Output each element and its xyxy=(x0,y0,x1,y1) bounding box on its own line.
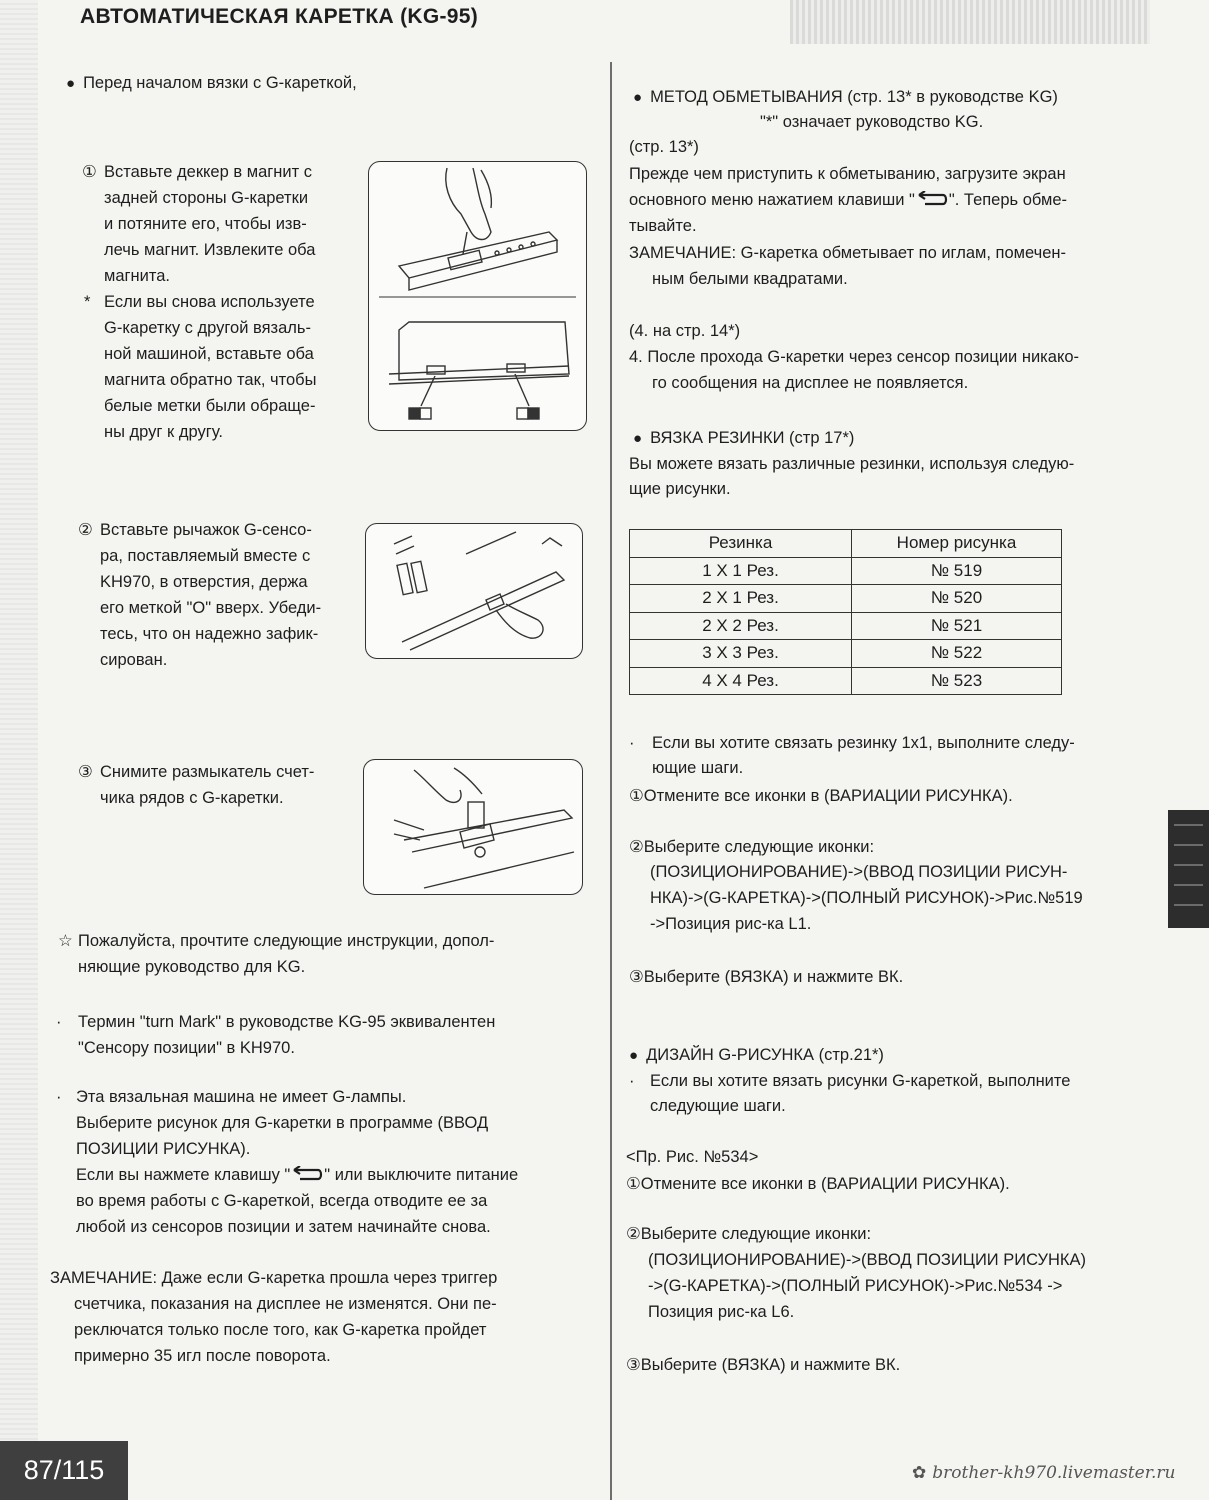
design-step2: ->(G-КАРЕТКА)->(ПОЛНЫЙ РИСУНОК)->Рис.№534 -> xyxy=(648,1277,1063,1295)
remark-line: реключатся только после того, как G-каретка пройдет xyxy=(74,1321,487,1339)
step1-note-star: * xyxy=(84,293,91,311)
key-line: любой из сенсоров позиции и затем начинайте снова. xyxy=(76,1218,491,1236)
table-cell: № 519 xyxy=(852,557,1062,585)
method-line-before: основного меню нажатием клавиши " xyxy=(629,191,915,209)
method-line-after: ". Теперь обме- xyxy=(948,191,1067,209)
design-if-line: следующие шаги. xyxy=(650,1097,786,1115)
step2-line: его меткой "О" вверх. Убеди- xyxy=(100,599,322,617)
star-icon: ☆ xyxy=(58,932,73,950)
page-counter: 87/115 xyxy=(0,1441,128,1500)
method-line: тывайте. xyxy=(629,217,697,235)
step1-note-line: магнита обратно так, чтобы xyxy=(104,371,317,389)
step1-line: задней стороны G-каретки xyxy=(104,189,309,207)
step2-line: Вставьте рычажок G-сенсо- xyxy=(100,521,312,539)
rib-step1: ①Отмените все иконки в (ВАРИАЦИИ РИСУНКА). xyxy=(629,787,1013,805)
step3-line: Снимите размыкатель счет- xyxy=(100,763,315,781)
figure-row-counter-release xyxy=(363,759,583,895)
step1-note-line: G-каретку с другой вязаль- xyxy=(104,319,311,337)
table-cell: № 520 xyxy=(852,585,1062,613)
rib-heading: ● ВЯЗКА РЕЗИНКИ (стр 17*) xyxy=(633,425,854,452)
design-if-line: Если вы хотите вязать рисунки G-кареткой, выполните xyxy=(650,1072,1071,1090)
dot-marker: · xyxy=(56,1013,62,1031)
rib-step2: ②Выберите следующие иконки: xyxy=(629,838,875,856)
design-step2: (ПОЗИЦИОНИРОВАНИЕ)->(ВВОД ПОЗИЦИИ РИСУНКА) xyxy=(648,1251,1086,1269)
step3-line: чика рядов с G-каретки. xyxy=(100,789,284,807)
rib-intro: Вы можете вязать различные резинки, используя следую- xyxy=(629,455,1075,473)
dot-marker: · xyxy=(629,1072,635,1090)
step1-line: лечь магнит. Извлеките оба xyxy=(104,241,316,259)
table-row xyxy=(630,640,1062,668)
flower-icon: ✿ xyxy=(912,1463,927,1483)
key-line-before: Если вы нажмете клавишу " xyxy=(76,1166,291,1184)
remark-line: примерно 35 игл после поворота. xyxy=(74,1347,331,1365)
table-header-row xyxy=(630,530,1062,558)
step1-line: магнита. xyxy=(104,267,170,285)
term-line: Термин "turn Mark" в руководстве KG-95 эквивалентен xyxy=(78,1013,496,1031)
dot-marker: · xyxy=(56,1088,62,1106)
rib-if-line: Если вы хотите связать резинку 1x1, выполните следу- xyxy=(652,734,1075,752)
rib-step2: НКА)->(G-КАРЕТКА)->(ПОЛНЫЙ РИСУНОК)->Рис.№519 xyxy=(650,889,1083,907)
table-cell: № 523 xyxy=(852,667,1062,695)
table-cell: 2 X 2 Рез. xyxy=(630,612,852,640)
return-arrow-icon xyxy=(915,191,949,207)
rib-intro: щие рисунки. xyxy=(629,480,731,498)
table-cell: 2 X 1 Рез. xyxy=(630,585,852,613)
design-step2: Позиция рис-ка L6. xyxy=(648,1303,795,1321)
rib-step3: ③Выберите (ВЯЗКА) и нажмите ВК. xyxy=(629,968,904,986)
method-sub: "*" означает руководство KG. xyxy=(760,113,984,131)
intro-text: ● Перед началом вязки с G-кареткой, xyxy=(66,70,357,97)
design-heading: ● ДИЗАЙН G-РИСУНКА (стр.21*) xyxy=(629,1042,884,1069)
step1-number: ① xyxy=(82,163,97,181)
key-line xyxy=(76,1162,518,1188)
step1-line: Вставьте деккер в магнит с xyxy=(104,163,312,181)
step2-line: KH970, в отверстия, держа xyxy=(100,573,308,591)
step1-note-line: Если вы снова используете xyxy=(104,293,315,311)
step2-line: ра, поставляемый вместе с xyxy=(100,547,311,565)
key-line: во время работы с G-кареткой, всегда отводите ее за xyxy=(76,1192,488,1210)
watermark-text: brother-kh970.livemaster.ru xyxy=(932,1463,1176,1483)
remark-line: ЗАМЕЧАНИЕ: Даже если G-каретка прошла через триггер xyxy=(50,1269,498,1287)
design-step1: ①Отмените все иконки в (ВАРИАЦИИ РИСУНКА). xyxy=(626,1175,1010,1193)
return-arrow-icon xyxy=(290,1166,324,1182)
rib-step2: (ПОЗИЦИОНИРОВАНИЕ)->(ВВОД ПОЗИЦИИ РИСУН- xyxy=(650,863,1068,881)
table-row xyxy=(630,667,1062,695)
step2-number: ② xyxy=(78,521,93,539)
table-header: Резинка xyxy=(630,530,852,558)
step1-line: и потяните его, чтобы изв- xyxy=(104,215,307,233)
item4-line: 4. После прохода G-каретки через сенсор позиции никако- xyxy=(629,348,1080,366)
rib-step2: ->Позиция рис-ка L1. xyxy=(650,915,812,933)
design-step2: ②Выберите следующие иконки: xyxy=(626,1225,872,1243)
figure-sensor-lever xyxy=(365,523,583,659)
lamp-line: ПОЗИЦИИ РИСУНКА). xyxy=(76,1140,251,1158)
please-line: няющие руководство для KG. xyxy=(78,958,306,976)
watermark xyxy=(912,1463,1175,1483)
section-tab-marker xyxy=(1168,810,1209,928)
method-heading: ● МЕТОД ОБМЕТЫВАНИЯ (стр. 13* в руководстве KG) xyxy=(633,84,1058,111)
table-row xyxy=(630,557,1062,585)
dot-marker: · xyxy=(629,734,635,752)
lamp-line: Эта вязальная машина не имеет G-лампы. xyxy=(76,1088,407,1106)
table-cell: 4 X 4 Рез. xyxy=(630,667,852,695)
example-label: <Пр. Рис. №534> xyxy=(626,1148,759,1166)
column-divider xyxy=(610,62,612,1500)
please-line: Пожалуйста, прочтите следующие инструкции, допол- xyxy=(78,932,495,950)
page-ref: (4. на стр. 14*) xyxy=(629,322,741,340)
method-line: Прежде чем приступить к обметыванию, загрузите экран xyxy=(629,165,1066,183)
method-line xyxy=(629,187,1067,213)
page-ref: (стр. 13*) xyxy=(629,138,699,156)
step2-line: сирован. xyxy=(100,651,168,669)
method-remark: ным белыми квадратами. xyxy=(652,270,848,288)
table-row xyxy=(630,585,1062,613)
scan-edge xyxy=(0,0,38,1500)
table-cell: 1 X 1 Рез. xyxy=(630,557,852,585)
item4-line: го сообщения на дисплее не появляется. xyxy=(652,374,969,392)
remark-line: счетчика, показания на дисплее не изменятся. Они пе- xyxy=(74,1295,497,1313)
design-step3: ③Выберите (ВЯЗКА) и нажмите ВК. xyxy=(626,1356,901,1374)
step1-note-line: ной машиной, вставьте оба xyxy=(104,345,314,363)
step3-number: ③ xyxy=(78,763,93,781)
figure-magnet-removal xyxy=(368,161,587,431)
term-line: "Сенсору позиции" в KH970. xyxy=(78,1039,295,1057)
table-cell: 3 X 3 Рез. xyxy=(630,640,852,668)
scan-header-noise xyxy=(790,0,1150,44)
key-line-after: " или выключите питание xyxy=(324,1166,519,1184)
page-title: АВТОМАТИЧЕСКАЯ КАРЕТКА (KG-95) xyxy=(80,5,479,28)
method-remark: ЗАМЕЧАНИЕ: G-каретка обметывает по иглам, помечен- xyxy=(629,244,1066,262)
table-row xyxy=(630,612,1062,640)
table-cell: № 522 xyxy=(852,640,1062,668)
step1-note-line: белые метки были обраще- xyxy=(104,397,316,415)
table-cell: № 521 xyxy=(852,612,1062,640)
lamp-line: Выберите рисунок для G-каретки в программе (ВВОД xyxy=(76,1114,489,1132)
step2-line: тесь, что он надежно зафик- xyxy=(100,625,319,643)
rib-if-line: ющие шаги. xyxy=(652,759,744,777)
rib-table xyxy=(629,529,1062,695)
step1-note-line: ны друг к другу. xyxy=(104,423,223,441)
table-header: Номер рисунка xyxy=(852,530,1062,558)
